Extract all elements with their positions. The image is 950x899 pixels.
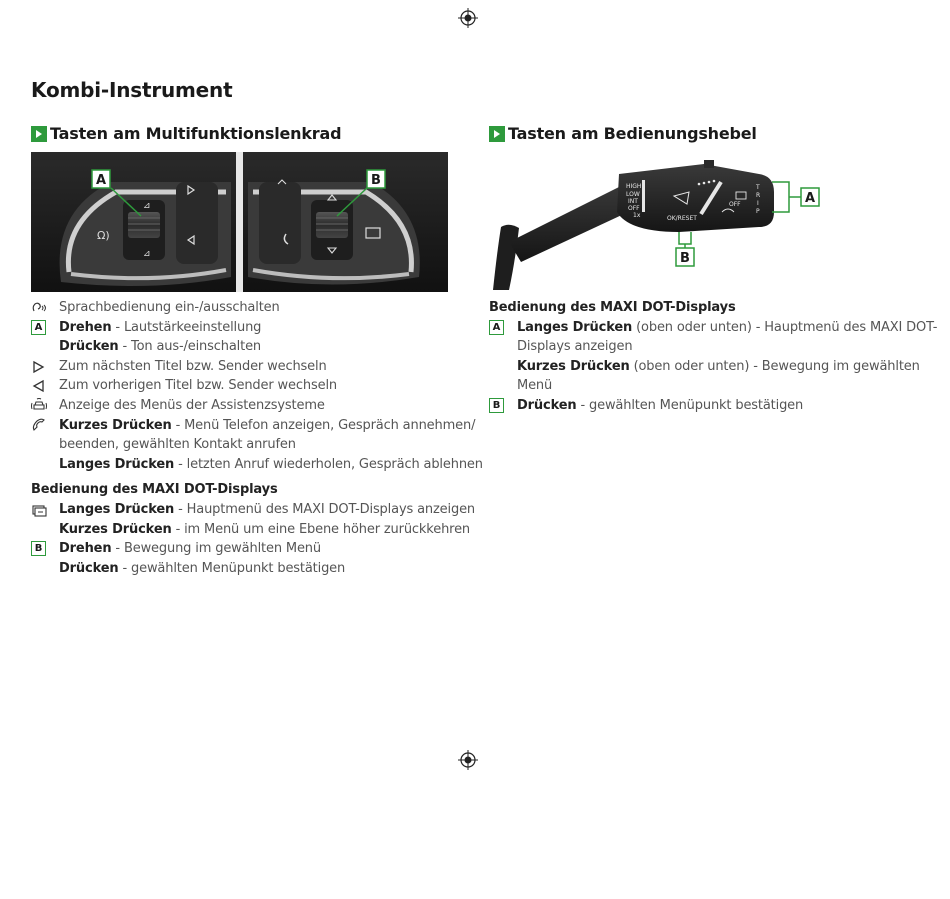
legend-row: Displays anzeigen [517, 339, 633, 355]
legend-row: Langes Drücken - letzten Anruf wiederholen, Gespräch ablehnen [59, 456, 483, 472]
legend-row: Zum vorherigen Titel bzw. Sender wechseln [31, 376, 451, 396]
legend-row: Kurzes Drücken (oben oder unten) - Bewegung im gewählten [517, 358, 920, 374]
section-arrow-icon [489, 126, 505, 142]
section-heading-control-lever: Tasten am Bedienungshebel [489, 124, 757, 143]
legend-row: A Langes Drücken (oben oder unten) - Hauptmenü des MAXI DOT- [489, 318, 919, 338]
legend-row: Langes Drücken - Hauptmenü des MAXI DOT-Displays anzeigen [31, 500, 451, 520]
svg-text:⊿: ⊿ [143, 249, 151, 259]
next-triangle-icon [31, 359, 47, 375]
lever-label-off2: OFF [729, 201, 741, 208]
legend-subheading: Bedienung des MAXI DOT-Displays [489, 300, 736, 315]
page-title: Kombi-Instrument [31, 78, 233, 102]
legend-row: Sprachbedienung ein-/ausschalten [31, 298, 451, 318]
figure-callout-b: B [680, 251, 690, 266]
legend-row: Kurzes Drücken - im Menü um eine Ebene höher zurückkehren [59, 521, 471, 537]
section-arrow-icon [31, 126, 47, 142]
callout-a-marker: A [489, 320, 504, 335]
voice-control-icon [31, 300, 47, 316]
figure-callout-a: A [804, 191, 816, 206]
callout-a-marker: A [31, 320, 46, 335]
control-lever-figure [489, 152, 829, 292]
section-heading-steering-wheel: Tasten am Multifunktionslenkrad [31, 124, 341, 143]
svg-text:Ω): Ω) [97, 229, 110, 242]
legend-row: Anzeige des Menüs der Assistenzsysteme [31, 396, 451, 416]
figure-callout-a: A [95, 173, 107, 188]
registration-mark-icon [458, 8, 478, 28]
legend-row: Drücken - Ton aus-/einschalten [59, 339, 262, 355]
display-menu-icon [31, 502, 47, 518]
control-lever-legend [489, 298, 938, 416]
lever-label-low: LOW [626, 191, 640, 198]
legend-row: B Drücken - gewählten Menüpunkt bestätigen [489, 396, 919, 416]
registration-mark-icon [458, 750, 478, 770]
legend-row: B Drehen - Bewegung im gewählten Menü [31, 539, 451, 559]
lever-label-t: T [756, 184, 760, 191]
lever-label-r: R [756, 192, 761, 199]
lever-label-ok-reset: OK/RESET [667, 215, 697, 222]
legend-row: Zum nächsten Titel bzw. Sender wechseln [31, 357, 451, 377]
legend-subheading: Bedienung des MAXI DOT-Displays [31, 482, 278, 498]
lever-label-high: HIGH [626, 183, 642, 190]
svg-text:⊿: ⊿ [143, 201, 151, 211]
lever-label-off: OFF [628, 205, 640, 212]
figure-callout-b: B [371, 173, 381, 188]
lever-label-p: P [756, 208, 760, 215]
lever-label-onex: 1x [633, 212, 641, 219]
legend-row: Drücken - gewählten Menüpunkt bestätigen [59, 560, 346, 576]
phone-icon [31, 417, 47, 433]
lever-label-i: I [757, 200, 759, 207]
lever-label-int: INT [628, 198, 638, 205]
steering-wheel-buttons-figure [31, 152, 448, 292]
assistance-systems-icon [31, 398, 47, 414]
previous-triangle-icon [31, 378, 47, 394]
callout-b-marker: B [31, 541, 46, 556]
legend-row: beenden, gewählten Kontakt anrufen [59, 437, 296, 453]
legend-row: Kurzes Drücken - Menü Telefon anzeigen, Gespräch annehmen/ [31, 416, 451, 436]
callout-b-marker: B [489, 398, 504, 413]
legend-row: Menü [517, 378, 553, 394]
legend-row: A Drehen - Lautstärkeeinstellung [31, 318, 451, 338]
steering-wheel-legend [31, 298, 483, 578]
